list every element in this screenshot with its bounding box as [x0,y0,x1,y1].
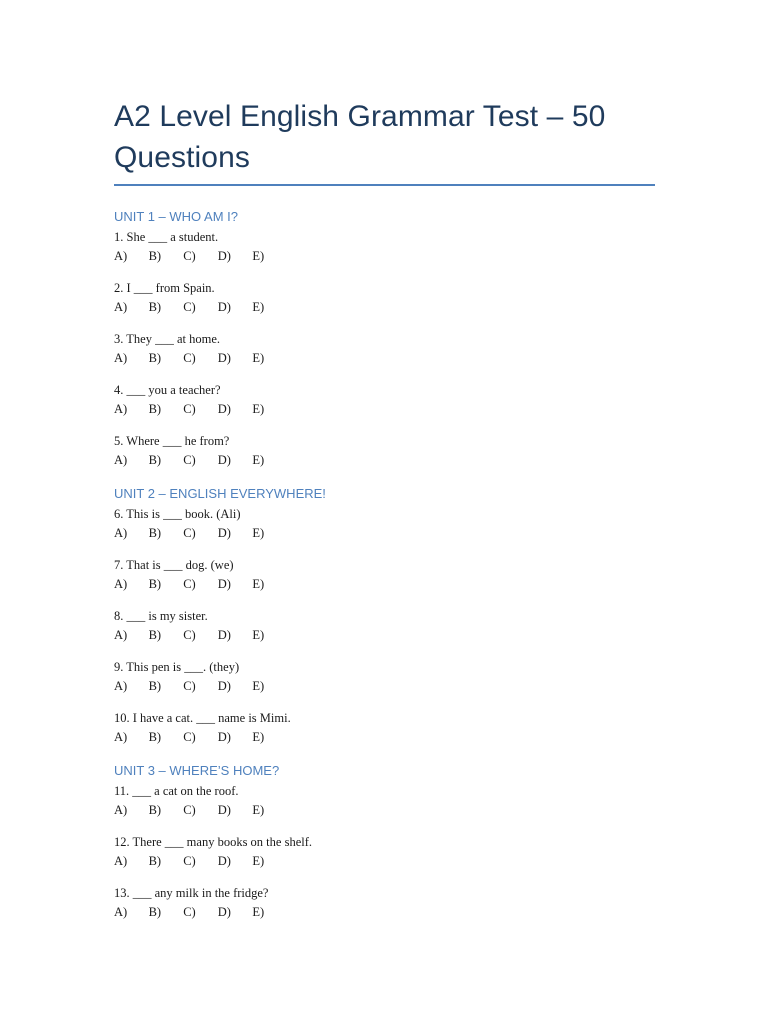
answer-option: A) [114,628,128,642]
question-text: 8. ___ is my sister. [114,609,208,623]
answer-options [114,451,655,470]
answer-option: B) [148,679,162,693]
answer-option: C) [183,249,196,263]
answer-option: C) [183,628,196,642]
question-item [114,556,655,594]
answer-option: D) [217,249,231,263]
document-title: A2 Level English Grammar Test – 50 Questions [114,100,606,174]
answer-option: B) [148,628,162,642]
question-item [114,884,655,922]
answer-option: A) [114,300,128,314]
answer-option: C) [183,905,196,919]
question-text: 4. ___ you a teacher? [114,383,221,397]
answer-option: A) [114,249,128,263]
answer-option: C) [183,679,196,693]
question-text: 7. That is ___ dog. (we) [114,558,234,572]
question-text: 12. There ___ many books on the shelf. [114,835,312,849]
question-item [114,330,655,368]
answer-option: A) [114,526,128,540]
answer-option: E) [252,803,265,817]
answer-option: C) [183,730,196,744]
answer-option: D) [217,526,231,540]
answer-option: A) [114,351,128,365]
unit-heading: UNIT 3 – WHERE’S HOME? [114,763,280,778]
question-item [114,658,655,696]
answer-option: B) [148,351,162,365]
answer-option: D) [217,679,231,693]
unit-heading: UNIT 1 – WHO AM I? [114,209,239,224]
answer-option: C) [183,526,196,540]
answer-option: E) [252,526,265,540]
answer-option: B) [148,300,162,314]
answer-option: E) [252,905,265,919]
units-container [114,207,655,922]
question-text: 11. ___ a cat on the roof. [114,784,239,798]
answer-option: B) [148,577,162,591]
answer-option: A) [114,577,128,591]
answer-options [114,677,655,696]
answer-option: B) [148,402,162,416]
answer-options [114,626,655,645]
answer-options [114,349,655,368]
answer-option: B) [148,453,162,467]
answer-options [114,728,655,747]
answer-option: C) [183,803,196,817]
answer-option: A) [114,854,128,868]
answer-options [114,575,655,594]
answer-option: B) [148,730,162,744]
question-text: 3. They ___ at home. [114,332,220,346]
question-item [114,782,655,820]
answer-option: B) [148,854,162,868]
answer-option: C) [183,854,196,868]
answer-option: E) [252,402,265,416]
question-item [114,709,655,747]
unit-section [114,761,655,922]
answer-option: D) [217,854,231,868]
unit-section [114,484,655,747]
unit-section [114,207,655,470]
answer-option: A) [114,402,128,416]
title-divider [114,184,655,186]
answer-option: E) [252,453,265,467]
answer-option: E) [252,351,265,365]
answer-options [114,298,655,317]
answer-option: D) [217,905,231,919]
answer-option: A) [114,679,128,693]
question-text: 5. Where ___ he from? [114,434,230,448]
answer-option: C) [183,351,196,365]
answer-option: C) [183,453,196,467]
answer-option: D) [217,628,231,642]
answer-option: C) [183,402,196,416]
answer-option: D) [217,402,231,416]
question-item [114,432,655,470]
answer-option: B) [148,803,162,817]
answer-option: A) [114,453,128,467]
answer-option: B) [148,249,162,263]
answer-options [114,247,655,266]
answer-option: A) [114,730,128,744]
question-text: 6. This is ___ book. (Ali) [114,507,241,521]
answer-options [114,400,655,419]
answer-option: A) [114,803,128,817]
answer-option: B) [148,905,162,919]
answer-option: E) [252,577,265,591]
answer-option: D) [217,453,231,467]
question-text: 10. I have a cat. ___ name is Mimi. [114,711,291,725]
answer-option: B) [148,526,162,540]
answer-option: D) [217,803,231,817]
unit-heading: UNIT 2 – ENGLISH EVERYWHERE! [114,486,326,501]
answer-option: D) [217,577,231,591]
question-text: 1. She ___ a student. [114,230,219,244]
answer-options [114,801,655,820]
answer-options [114,903,655,922]
question-text: 9. This pen is ___. (they) [114,660,240,674]
answer-option: D) [217,351,231,365]
answer-option: E) [252,300,265,314]
answer-option: E) [252,249,265,263]
answer-options [114,524,655,543]
document-page [114,96,655,922]
question-text: 2. I ___ from Spain. [114,281,215,295]
answer-option: C) [183,300,196,314]
question-item [114,833,655,871]
answer-option: C) [183,577,196,591]
question-item [114,607,655,645]
answer-options [114,852,655,871]
question-text: 13. ___ any milk in the fridge? [114,886,269,900]
answer-option: E) [252,628,265,642]
question-item [114,505,655,543]
question-item [114,228,655,266]
answer-option: E) [252,854,265,868]
answer-option: E) [252,730,265,744]
question-item [114,381,655,419]
question-item [114,279,655,317]
answer-option: D) [217,300,231,314]
answer-option: E) [252,679,265,693]
answer-option: D) [217,730,231,744]
answer-option: A) [114,905,128,919]
